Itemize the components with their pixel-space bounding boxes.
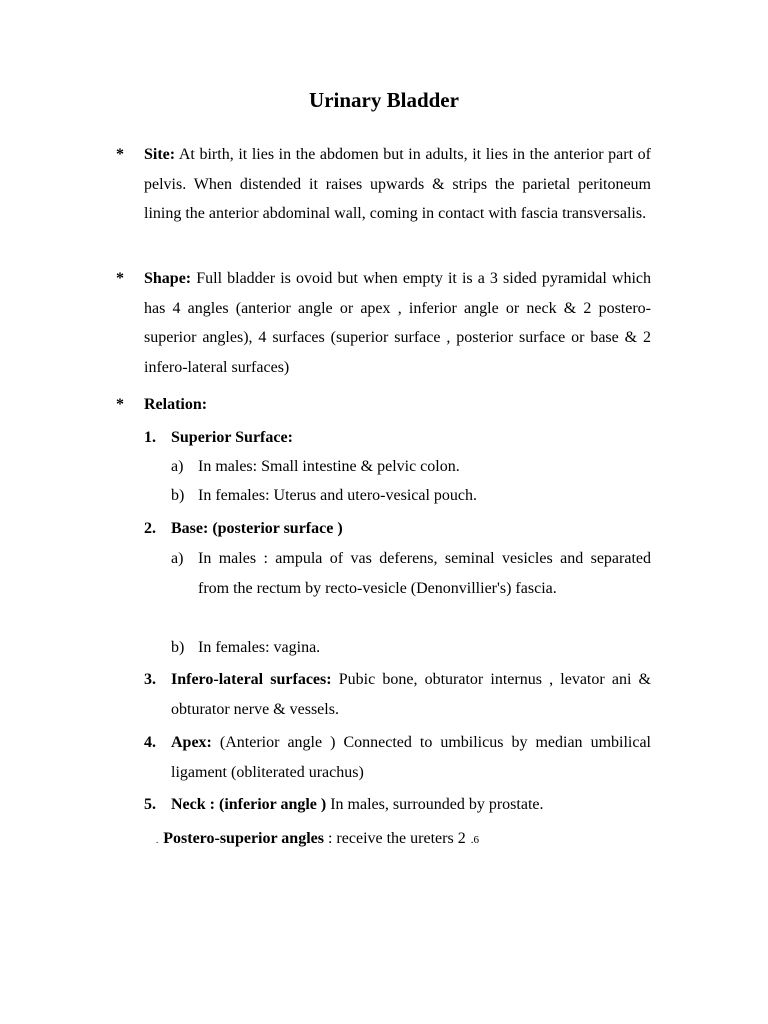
inferolateral-label: Infero-lateral surfaces: bbox=[171, 671, 332, 688]
relation-section bbox=[116, 390, 651, 420]
trailing-number: .6 bbox=[470, 834, 479, 846]
relation-item-apex bbox=[144, 728, 651, 787]
neck-label: Neck : (inferior angle ) bbox=[171, 796, 327, 813]
item-number: 1. bbox=[144, 429, 156, 446]
subitem-text: In males : ampula of vas deferens, seminal vesicles and separated from the rectum by recto-vesicle (Denonvillier's) fascia. bbox=[198, 550, 651, 597]
relation-item-base bbox=[144, 514, 651, 544]
subitem-text: In males: Small intestine & pelvic colon. bbox=[198, 458, 460, 475]
postero-label: Postero-superior angles bbox=[163, 830, 324, 847]
subitem-letter: a) bbox=[171, 550, 184, 567]
superior-label: Superior Surface: bbox=[171, 429, 293, 446]
relation-heading bbox=[144, 390, 651, 420]
base-subitem-a bbox=[171, 544, 651, 603]
apex-text: (Anterior angle ) Connected to umbilicus by median umbilical ligament (obliterated urachus) bbox=[171, 734, 651, 781]
base-label: Base: (posterior surface ) bbox=[171, 520, 343, 537]
page-title: Urinary Bladder bbox=[309, 88, 459, 112]
base-subitem-b bbox=[171, 633, 651, 663]
apex-paragraph bbox=[171, 728, 651, 787]
inferolateral-text: Pubic bone, obturator internus , levator ani & obturator nerve & vessels. bbox=[171, 671, 651, 718]
relation-item-neck bbox=[144, 790, 651, 820]
relation-label: Relation: bbox=[144, 396, 208, 413]
subitem-text: In females: Uterus and utero-vesical pouch. bbox=[198, 487, 478, 504]
subitem-letter: a) bbox=[171, 458, 184, 475]
apex-label: Apex: bbox=[171, 734, 212, 751]
bullet-marker: * bbox=[116, 270, 124, 287]
site-label: Site: bbox=[144, 146, 176, 163]
shape-paragraph bbox=[144, 264, 651, 382]
superior-subitem-b bbox=[171, 481, 651, 511]
superior-subitem-a bbox=[171, 452, 651, 482]
bullet-marker: * bbox=[116, 146, 124, 163]
subitem-letter: b) bbox=[171, 639, 185, 656]
neck-text: In males, surrounded by prostate. bbox=[326, 796, 544, 813]
site-section bbox=[116, 140, 651, 229]
shape-text: Full bladder is ovoid but when empty it is a 3 sided pyramidal which has 4 angles (anterior angle or apex , inferior angle or neck & 2 postero- superior angles), 4 surfaces (superior surface , posterior surface or base & 2 infero-lateral surfaces) bbox=[144, 270, 651, 376]
item-number: 5. bbox=[144, 796, 156, 813]
subitem-letter: b) bbox=[171, 487, 185, 504]
bullet-marker: * bbox=[116, 396, 124, 413]
postero-superior-line bbox=[156, 824, 479, 856]
relation-item-inferolateral bbox=[144, 665, 651, 724]
inferolateral-paragraph bbox=[171, 665, 651, 724]
subitem-text: In females: vagina. bbox=[198, 639, 321, 656]
shape-section bbox=[116, 264, 651, 382]
neck-paragraph bbox=[171, 790, 651, 820]
item-marker: . bbox=[156, 835, 159, 845]
site-text: At birth, it lies in the abdomen but in adults, it lies in the anterior part of pelvis. When distended it raises upwards & strips the parietal peritoneum lining the anterior abdominal wall, coming in contact with fascia transversalis. bbox=[144, 146, 651, 222]
site-paragraph bbox=[144, 140, 651, 229]
item-number: 2. bbox=[144, 520, 156, 537]
shape-label: Shape: bbox=[144, 270, 192, 287]
postero-text: : receive the ureters 2 bbox=[323, 830, 466, 847]
item-number: 4. bbox=[144, 734, 156, 751]
relation-item-superior bbox=[144, 423, 651, 453]
item-number: 3. bbox=[144, 671, 156, 688]
